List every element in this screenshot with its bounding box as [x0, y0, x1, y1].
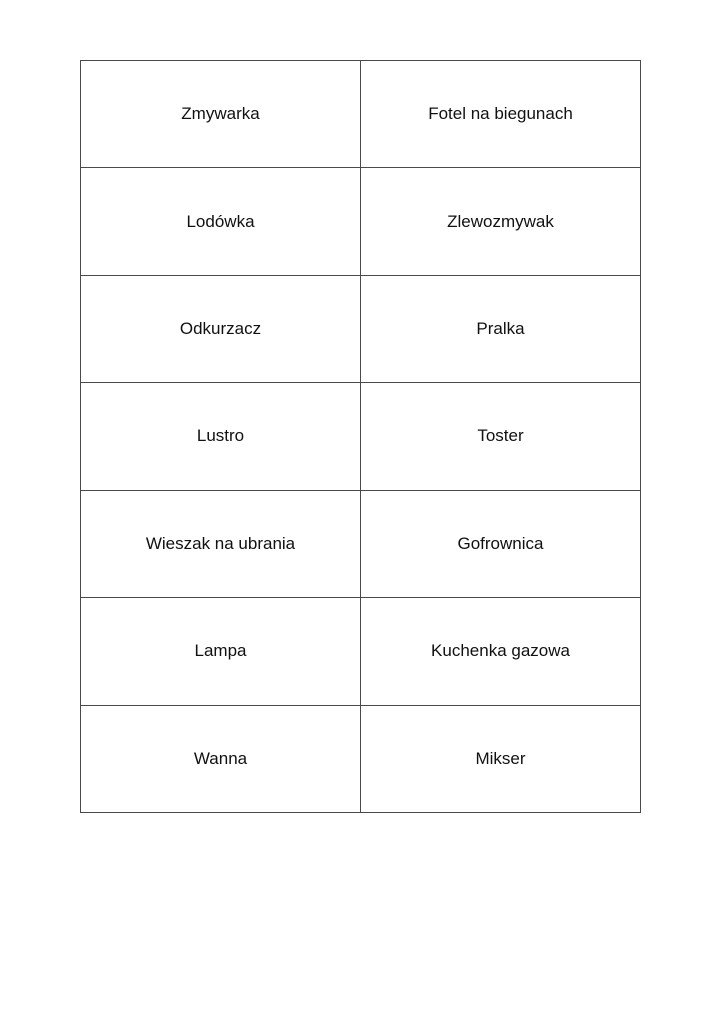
table-row — [81, 383, 641, 490]
table-row — [81, 275, 641, 382]
table-cell: Kuchenka gazowa — [361, 598, 641, 705]
table-cell: Zlewozmywak — [361, 168, 641, 275]
table-cell: Pralka — [361, 275, 641, 382]
table-row — [81, 705, 641, 812]
table-cell: Zmywarka — [81, 61, 361, 168]
table-cell: Fotel na biegunach — [361, 61, 641, 168]
table-cell: Odkurzacz — [81, 275, 361, 382]
table-row — [81, 490, 641, 597]
table-row — [81, 61, 641, 168]
table-row — [81, 598, 641, 705]
word-cards-table — [80, 60, 641, 813]
table-cell: Toster — [361, 383, 641, 490]
table-cell: Wanna — [81, 705, 361, 812]
table-cell: Lustro — [81, 383, 361, 490]
table-row — [81, 168, 641, 275]
table-cell: Lodówka — [81, 168, 361, 275]
table-cell: Wieszak na ubrania — [81, 490, 361, 597]
table-cell: Lampa — [81, 598, 361, 705]
table-cell: Mikser — [361, 705, 641, 812]
table-cell: Gofrownica — [361, 490, 641, 597]
